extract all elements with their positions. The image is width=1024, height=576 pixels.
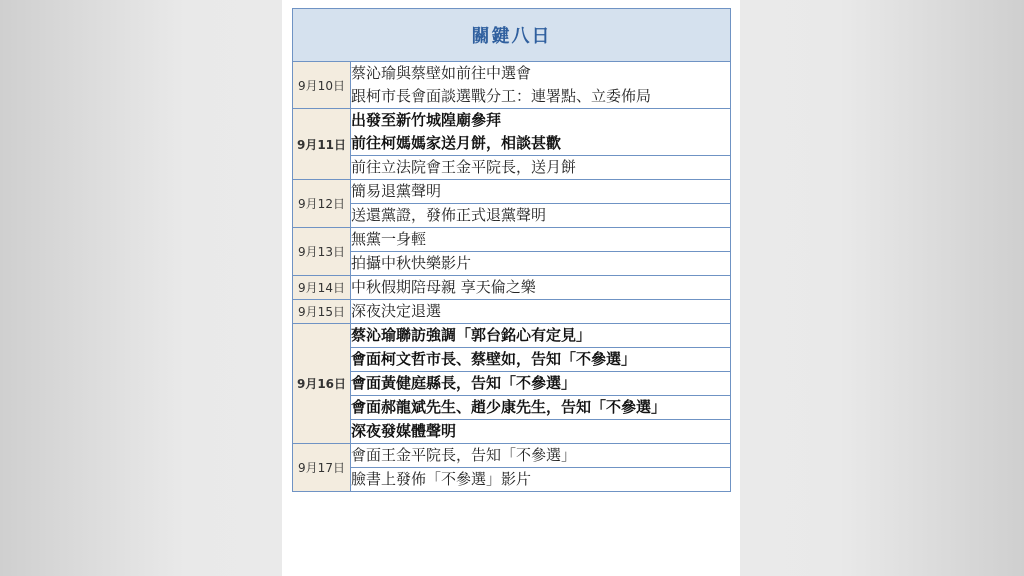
- date-cell: 9月10日: [293, 62, 351, 109]
- table-title: 關鍵八日: [293, 9, 731, 62]
- table-row: [293, 228, 731, 252]
- event-cell: [351, 276, 731, 300]
- table-row: [293, 420, 731, 444]
- event-cell: [351, 444, 731, 468]
- key-eight-days-table: [292, 8, 731, 492]
- event-text: 蔡沁瑜與蔡壁如前往中選會: [351, 64, 532, 82]
- date-cell: 9月12日: [293, 180, 351, 228]
- table-row: [293, 252, 731, 276]
- event-cell: [351, 252, 731, 276]
- event-cell: [351, 204, 731, 228]
- event-text: 無黨一身輕: [351, 230, 427, 248]
- event-cell: [351, 156, 731, 180]
- event-cell: [351, 324, 731, 348]
- event-text: 會面郝龍斌先生、趙少康先生，告知「不參選」: [351, 398, 667, 416]
- date-cell: 9月13日: [293, 228, 351, 276]
- event-cell: [351, 468, 731, 492]
- event-text: 臉書上發佈「不參選」影片: [351, 470, 532, 488]
- event-cell: [351, 228, 731, 252]
- event-cell: [351, 348, 731, 372]
- event-text: 深夜發媒體聲明: [351, 422, 457, 440]
- table-row: [293, 276, 731, 300]
- event-text: 送還黨證，發佈正式退黨聲明: [351, 206, 547, 224]
- event-cell: [351, 62, 731, 109]
- event-text: 蔡沁瑜聯訪強調「郭台銘心有定見」: [351, 326, 592, 344]
- event-text: 前往柯媽媽家送月餅，相談甚歡: [351, 134, 562, 152]
- date-cell: 9月16日: [293, 324, 351, 444]
- event-text: 拍攝中秋快樂影片: [351, 254, 472, 272]
- event-cell: [351, 420, 731, 444]
- event-text: 前往立法院會王金平院長，送月餅: [351, 158, 577, 176]
- table-row: [293, 204, 731, 228]
- date-cell: 9月17日: [293, 444, 351, 492]
- table-row: [293, 324, 731, 348]
- table-row: [293, 396, 731, 420]
- event-text: 中秋假期陪母親 享天倫之樂: [351, 278, 536, 296]
- event-cell: [351, 109, 731, 156]
- table-row: [293, 300, 731, 324]
- event-text: 出發至新竹城隍廟參拜: [351, 111, 502, 129]
- table-row: [293, 62, 731, 109]
- table-row: [293, 468, 731, 492]
- date-cell: 9月15日: [293, 300, 351, 324]
- event-text: 深夜決定退選: [351, 302, 442, 320]
- event-text: 會面黃健庭縣長，告知「不參選」: [351, 374, 577, 392]
- table-row: [293, 372, 731, 396]
- event-cell: [351, 300, 731, 324]
- table-row: [293, 109, 731, 156]
- event-cell: [351, 372, 731, 396]
- event-cell: [351, 180, 731, 204]
- table-row: [293, 444, 731, 468]
- table-row: [293, 180, 731, 204]
- date-cell: 9月14日: [293, 276, 351, 300]
- table-row: [293, 348, 731, 372]
- event-text: 會面王金平院長，告知「不參選」: [351, 446, 577, 464]
- event-text: 會面柯文哲市長、蔡壁如，告知「不參選」: [351, 350, 637, 368]
- table-row: [293, 156, 731, 180]
- date-cell: 9月11日: [293, 109, 351, 180]
- event-text: 簡易退黨聲明: [351, 182, 442, 200]
- event-cell: [351, 396, 731, 420]
- event-text: 跟柯市長會面談選戰分工：連署點、立委佈局: [351, 87, 652, 105]
